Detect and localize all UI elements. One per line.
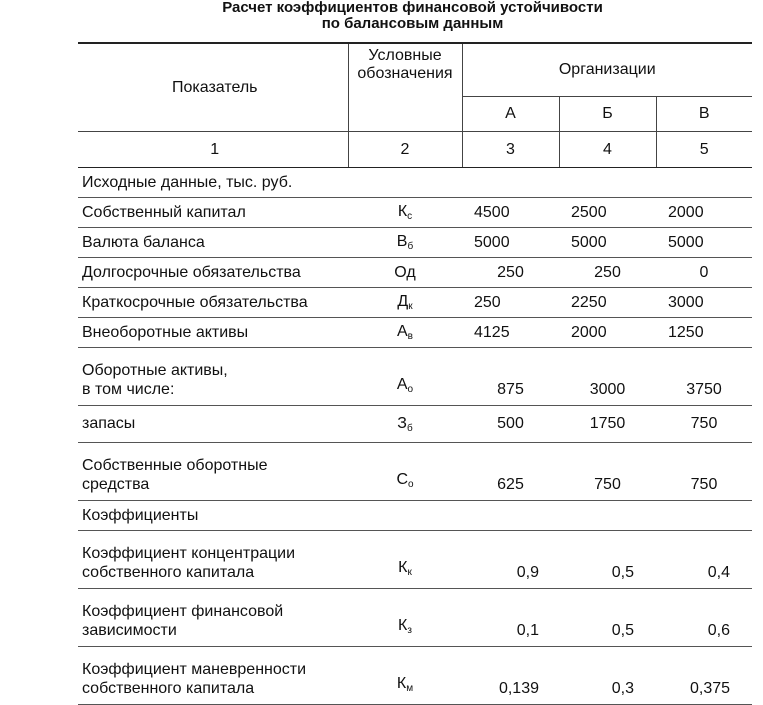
- value-b: 2500: [559, 198, 656, 228]
- value-a: 0,139: [462, 647, 559, 705]
- value-v: 0,375: [656, 647, 752, 705]
- row-symbol: $А_в$: [348, 318, 462, 348]
- value-b: 0,5: [559, 589, 656, 647]
- table-row: [78, 443, 752, 501]
- header-symbols: [348, 43, 462, 132]
- value-a: 500: [462, 406, 559, 443]
- header-symbols-line2: обозначения: [357, 65, 453, 82]
- section-coefficients: Коэффициенты: [78, 501, 752, 531]
- table-row: [78, 348, 752, 406]
- row-label: Валюта баланса: [78, 228, 348, 258]
- value-a: 0,9: [462, 531, 559, 589]
- document-title: [0, 0, 763, 32]
- col-number-1: 1: [78, 132, 348, 168]
- value-b: 1750: [559, 406, 656, 443]
- value-b: 3000: [559, 348, 656, 406]
- col-number-3: 3: [462, 132, 559, 168]
- row-label: запасы: [78, 406, 348, 443]
- header-org-a: А: [462, 97, 559, 132]
- row-symbol: $С_о$: [348, 443, 462, 501]
- value-v: 3750: [656, 348, 752, 406]
- value-a: 4125: [462, 318, 559, 348]
- header-org-v: В: [656, 97, 752, 132]
- value-a: 250: [462, 258, 559, 288]
- table-row: [78, 228, 752, 258]
- title-line-2: по балансовым данным: [321, 15, 504, 32]
- value-a: 875: [462, 348, 559, 406]
- row-label: Коэффициент финансовой зависимости: [78, 589, 348, 647]
- table-row: [78, 647, 752, 705]
- row-symbol: $К_с$: [348, 198, 462, 228]
- stability-table: [78, 42, 752, 705]
- value-v: 0: [656, 258, 752, 288]
- header-symbols-line1: Условные: [368, 47, 442, 64]
- row-symbol: $З_б$: [348, 406, 462, 443]
- header-organizations: Организации: [462, 43, 752, 97]
- row-label: Коэффициент концентрации собственного капитала: [78, 531, 348, 589]
- title-line-1: Расчет коэффициентов финансовой устойчивости: [222, 0, 603, 16]
- row-symbol: $А_о$: [348, 348, 462, 406]
- col-number-2: 2: [348, 132, 462, 168]
- value-v: 750: [656, 443, 752, 501]
- row-symbol: $К_м$: [348, 647, 462, 705]
- table-row: [78, 288, 752, 318]
- row-symbol: $К_з$: [348, 589, 462, 647]
- row-label: Коэффициент маневренности собственного капитала: [78, 647, 348, 705]
- table-row: [78, 589, 752, 647]
- section-source-data: Исходные данные, тыс. руб.: [78, 168, 752, 198]
- row-label: Долгосрочные обязательства: [78, 258, 348, 288]
- value-a: 250: [462, 288, 559, 318]
- value-b: 750: [559, 443, 656, 501]
- row-symbol: $К_к$: [348, 531, 462, 589]
- value-v: 750: [656, 406, 752, 443]
- value-b: 2000: [559, 318, 656, 348]
- value-a: 0,1: [462, 589, 559, 647]
- table-row: [78, 258, 752, 288]
- col-number-4: 4: [559, 132, 656, 168]
- row-label: Внеоборотные активы: [78, 318, 348, 348]
- value-b: 2250: [559, 288, 656, 318]
- value-a: 5000: [462, 228, 559, 258]
- value-v: 3000: [656, 288, 752, 318]
- row-label: Собственные оборотные средства: [78, 443, 348, 501]
- table-row: [78, 318, 752, 348]
- table-row: [78, 531, 752, 589]
- row-label: Краткосрочные обязательства: [78, 288, 348, 318]
- value-b: 250: [559, 258, 656, 288]
- col-number-5: 5: [656, 132, 752, 168]
- value-b: 0,3: [559, 647, 656, 705]
- value-v: 5000: [656, 228, 752, 258]
- value-v: 0,6: [656, 589, 752, 647]
- row-label: Оборотные активы, в том числе:: [78, 348, 348, 406]
- table-row: [78, 406, 752, 443]
- value-b: 0,5: [559, 531, 656, 589]
- row-label: Собственный капитал: [78, 198, 348, 228]
- value-v: 1250: [656, 318, 752, 348]
- header-org-b: Б: [559, 97, 656, 132]
- value-a: 625: [462, 443, 559, 501]
- row-symbol: Од: [348, 258, 462, 288]
- header-indicator: Показатель: [78, 43, 348, 132]
- value-a: 4500: [462, 198, 559, 228]
- value-v: 0,4: [656, 531, 752, 589]
- row-symbol: $Д_к$: [348, 288, 462, 318]
- row-symbol: $В_б$: [348, 228, 462, 258]
- table-row: [78, 198, 752, 228]
- value-v: 2000: [656, 198, 752, 228]
- value-b: 5000: [559, 228, 656, 258]
